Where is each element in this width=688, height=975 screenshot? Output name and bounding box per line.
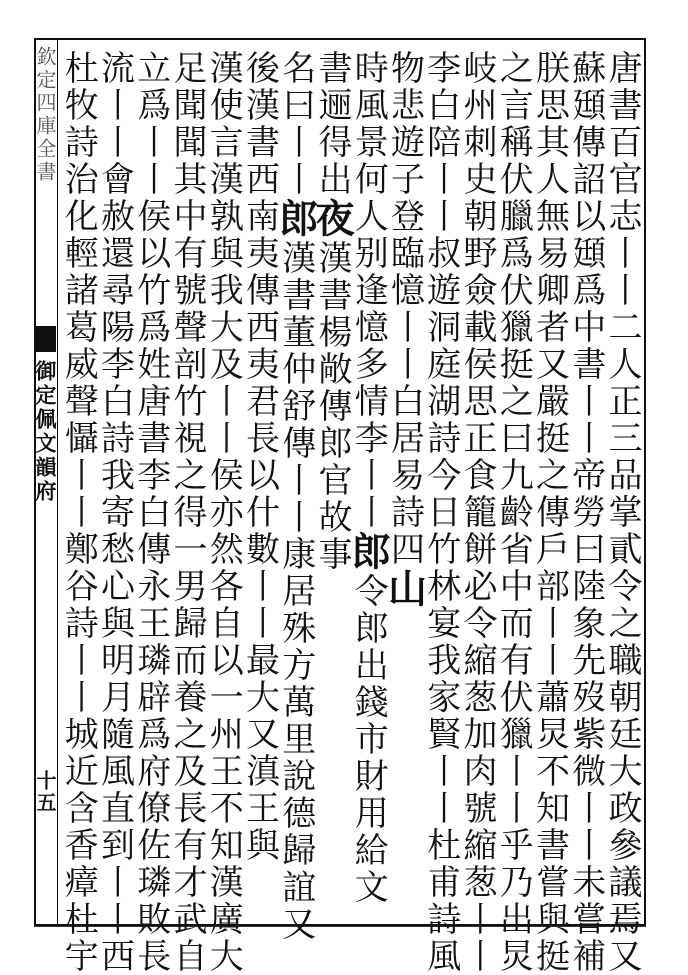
column-text: 漢使言漢孰與我大及丨丨侯亦然各自以一州王不知漢廣大 (203, 50, 244, 975)
text-column (420, 50, 461, 975)
margin-column (34, 40, 58, 924)
text-column (493, 50, 534, 975)
column-text: 物悲遊子登臨憶丨丨白居易詩四 (384, 50, 425, 568)
text-column (272, 50, 319, 943)
text-column (167, 50, 207, 975)
text-column (529, 50, 570, 975)
headword: 郎 (272, 198, 319, 240)
text-column (457, 50, 497, 975)
margin-title: 欽定四庫全書 (33, 46, 57, 184)
column-text: 名曰丨丨 (275, 50, 316, 198)
text-area (58, 50, 642, 975)
page-number: 十五 (33, 770, 57, 814)
column-text: 時風景何人别逢憶多情李丨丨 (348, 50, 389, 531)
column-text: 漢書楊敞傳郎官故事 (312, 240, 352, 573)
text-column (94, 50, 135, 975)
column-text: 李白陪丨丨叔遊洞庭湖詩今日竹林宴我家賢丨丨杜甫詩風 (420, 50, 461, 975)
text-column (130, 50, 171, 975)
headword: 山 (381, 568, 428, 610)
column-text: 朕思其人無易卿者又嚴挺之傳戶部丨丨蕭炅不知書嘗與挺 (529, 50, 570, 975)
text-column (345, 50, 392, 922)
column-text: 蘇頲傳詔以頲爲中書丨丨帝勞曰陸象先歿紫微丨丨未嘗補 (565, 50, 606, 975)
text-column (565, 50, 606, 975)
column-text: 書逦得出 (312, 50, 352, 198)
column-text: 後漢書西南夷傳西夷君長以什數丨丨最大又滇王與 (239, 50, 280, 864)
column-text: 足聞聞其中有號聲剖竹視之得一男歸而養之及長有才武自 (167, 50, 207, 975)
fishtail-mark (34, 326, 56, 352)
column-text: 立爲丨丨侯以竹爲姓唐書李白傳永王璘辟爲府僚佐璘敗長 (130, 50, 171, 975)
column-text: 漢書董仲舒傳丨丨康居殊方萬里說德歸誼又 (275, 240, 316, 943)
headword: 郎 (345, 531, 392, 573)
column-text: 流丨丨會赦還尋陽李白詩我寄愁心與明月隨風直到丨丨西 (94, 50, 135, 975)
text-column (58, 50, 99, 975)
column-text: 之言稱伏臘爲伏獵挺之曰九齡省中而有伏獵丨丨乎乃出炅 (493, 50, 534, 975)
book-title: 御定佩文韻府 (33, 360, 58, 504)
text-column (602, 50, 642, 975)
headword: 夜 (309, 198, 355, 240)
column-text: 令郎出錢市財用給文 (348, 573, 389, 906)
column-text: 岐州刺史朝野僉載侯思正食籠餅必令縮葱加肉號縮葱丨丨 (457, 50, 497, 975)
text-column (309, 50, 355, 922)
text-column (381, 50, 428, 922)
text-column (239, 50, 280, 922)
column-text: 唐書百官志丨丨二人正三品掌貳令之職朝廷大政參議焉又 (602, 50, 642, 975)
text-column (203, 50, 244, 975)
column-text: 杜牧詩治化輕諸葛威聲懾丨丨鄭谷詩丨丨城近含香瘴杜宇 (58, 50, 99, 975)
